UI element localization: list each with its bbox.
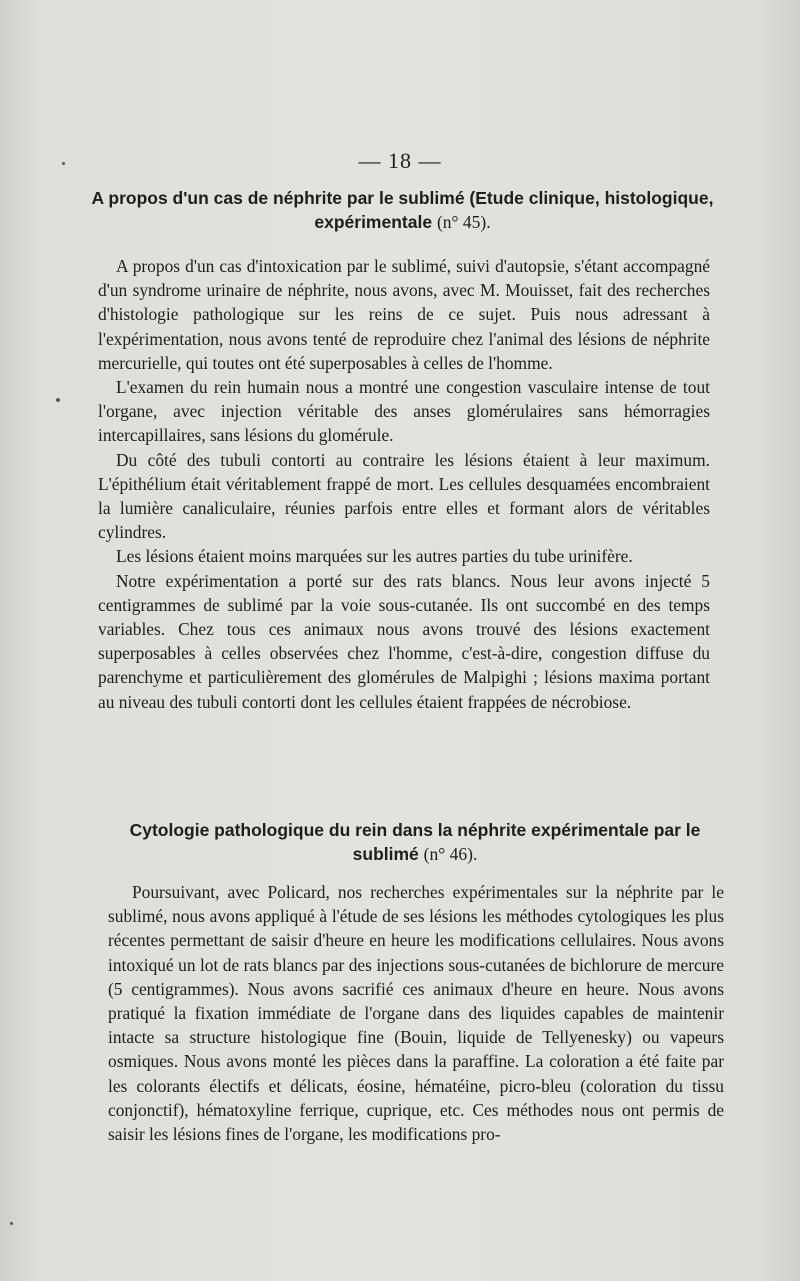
page-number: — 18 — — [358, 148, 442, 173]
paragraph: Les lésions étaient moins marquées sur les autres parties du tube urinifère. — [116, 546, 633, 567]
section-heading-2 — [100, 818, 730, 866]
scan-speck — [10, 1222, 13, 1225]
section-heading-2-title: Cytologie pathologique du rein dans la néphrite expérimentale par le sublimé — [129, 820, 701, 864]
paragraph: L'examen du rein humain nous a montré une congestion vasculaire intense de tout l'organe, avec injection véritable des anses glomérulaires sans hémorragies intercapillaires, sans lésions du glomérule. — [98, 377, 710, 446]
scan-speck — [56, 398, 60, 402]
paragraph: A propos d'un cas d'intoxication par le sublimé, suivi d'autopsie, s'étant accompagné d'un syndrome urinaire de néphrite, nous avons, avec M. Mouisset, fait des recherches d'histologie pathologique sur les reins de ce sujet. Puis nous adressant à l'expérimentation, nous avons tenté de reproduire chez l'animal des lésions de néphrite mercurielle, qui toutes ont été superposables à celles de l'homme. — [98, 256, 710, 373]
paragraph: Poursuivant, avec Policard, nos recherches expérimentales sur la néphrite par le sublimé, nous avons appliqué à l'étude de ses lésions les méthodes cytologiques les plus récentes permettant de saisir d'heure en heure les modifications cellulaires. Nous avons intoxiqué un lot de rats blancs par des injections sous-cutanées de bichlorure de mercure (5 centigrammes). Nous avons sacrifié ces animaux d'heure en heure. Nous avons pratiqué la fixation immédiate de l'organe dans des liquides capables de maintenir intacte sa structure histologique fine (Bouin, liquide de Tellyenesky) ou vapeurs osmiques. Nous avons monté les pièces dans la paraffine. La coloration a été faite par les colorants électifs et délicats, éosine, hématéine, picro-bleu (coloration du tissu conjonctif), hématoxyline ferrique, cuprique, etc. Ces méthodes nous ont permis de saisir les lésions fines de l'organe, les modifications pro- — [108, 882, 724, 1145]
section-1-body — [98, 254, 710, 714]
section-2-body — [108, 880, 724, 1146]
section-heading-1 — [90, 186, 715, 234]
paragraph: Notre expérimentation a porté sur des rats blancs. Nous leur avons injecté 5 centigrammes de sublimé par la voie sous-cutanée. Ils ont succombé en des temps variables. Chez tous ces animaux nous avons trouvé des lésions exactement superposables à celles observées chez l'homme, c'est-à-dire, congestion diffuse du parenchyme et particulièrement des glomérules de Malpighi ; lésions maxima portant au niveau des tubuli contorti dont les cellules étaient frappées de nécrobiose. — [98, 570, 710, 712]
section-heading-1-ref: (n° 45). — [436, 212, 491, 232]
section-heading-1-title: A propos d'un cas de néphrite par le sublimé (Etude clinique, histologique, expérimentale — [91, 188, 714, 232]
scan-speck — [62, 162, 65, 165]
paragraph: Du côté des tubuli contorti au contraire les lésions étaient à leur maximum. L'épithélium était véritablement frappé de mort. Les cellules desquamées encombraient la lumière canaliculaire, réunies parfois entre elles et formant alors de véritables cylindres. — [98, 449, 710, 543]
section-heading-2-ref: (n° 46). — [423, 844, 478, 864]
